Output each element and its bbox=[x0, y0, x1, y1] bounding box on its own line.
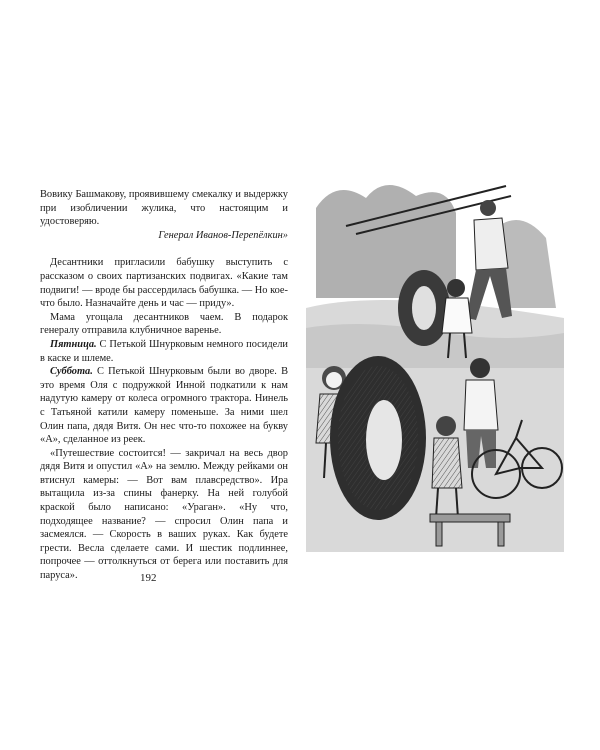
page-number: 192 bbox=[140, 572, 157, 584]
closing-paragraph: «Путешествие состоится! — закричал на весь двор дядя Витя и опустил «А» на землю. Между рейками он втиснул камеры: — Вот вам плавсредство». Ира вытащила из-за спины фанерку. На ней голубой краской было написано: «Ураган». «Ну что, подходящее название? — спросил Олин папа и засмеялся. — Скорость в ваших руках. Как будете грести. Весла сделаете сами. И шестик подлиннее, попрочее — оттолкнуться от берега или поставить для паруса». bbox=[40, 447, 288, 582]
friday-text: С Петькой Шнурковым немного посидели в каске и шлеме. bbox=[40, 338, 288, 364]
signature: Генерал Иванов-Перепёлкин» bbox=[158, 229, 288, 241]
friday-paragraph bbox=[40, 338, 288, 365]
illustration bbox=[306, 168, 564, 552]
paragraph: Десантники пригласили бабушку выступить с рассказом о своих партизанских подвигах. «Какие там подвиги! — вроде бы рассердилась бабушка. — Но кое-что было. Назначайте день и час — приду». bbox=[40, 257, 288, 310]
day-heading-friday: Пятница. bbox=[50, 338, 97, 350]
big-tire bbox=[330, 356, 426, 520]
saturday-text: С Петькой Шнурковым были во дворе. В это время Оля с подружкой Инной подкатили к нам надутую камеру от колеса огромного трактора. Нинель с Татьяной катили камеру поменьше. За ними шел Олин папа, дядя Витя. Он нес что-то похожее на букву «А», сделанное из реек. bbox=[40, 366, 288, 446]
saturday-paragraph bbox=[40, 365, 288, 447]
day-heading-saturday: Суббота. bbox=[50, 366, 93, 378]
figure-man bbox=[466, 200, 512, 320]
paragraph: Мама угощала десантников чаем. В подарок генералу отправила клубничное варенье. bbox=[40, 311, 288, 337]
text-column bbox=[40, 188, 288, 583]
letter-end-paragraph: Вовику Башмакову, проявившему смекалку и выдержку при изобличении жулика, что настоящим и удостоверяю. bbox=[40, 189, 288, 228]
paragraph-gap bbox=[40, 242, 288, 256]
